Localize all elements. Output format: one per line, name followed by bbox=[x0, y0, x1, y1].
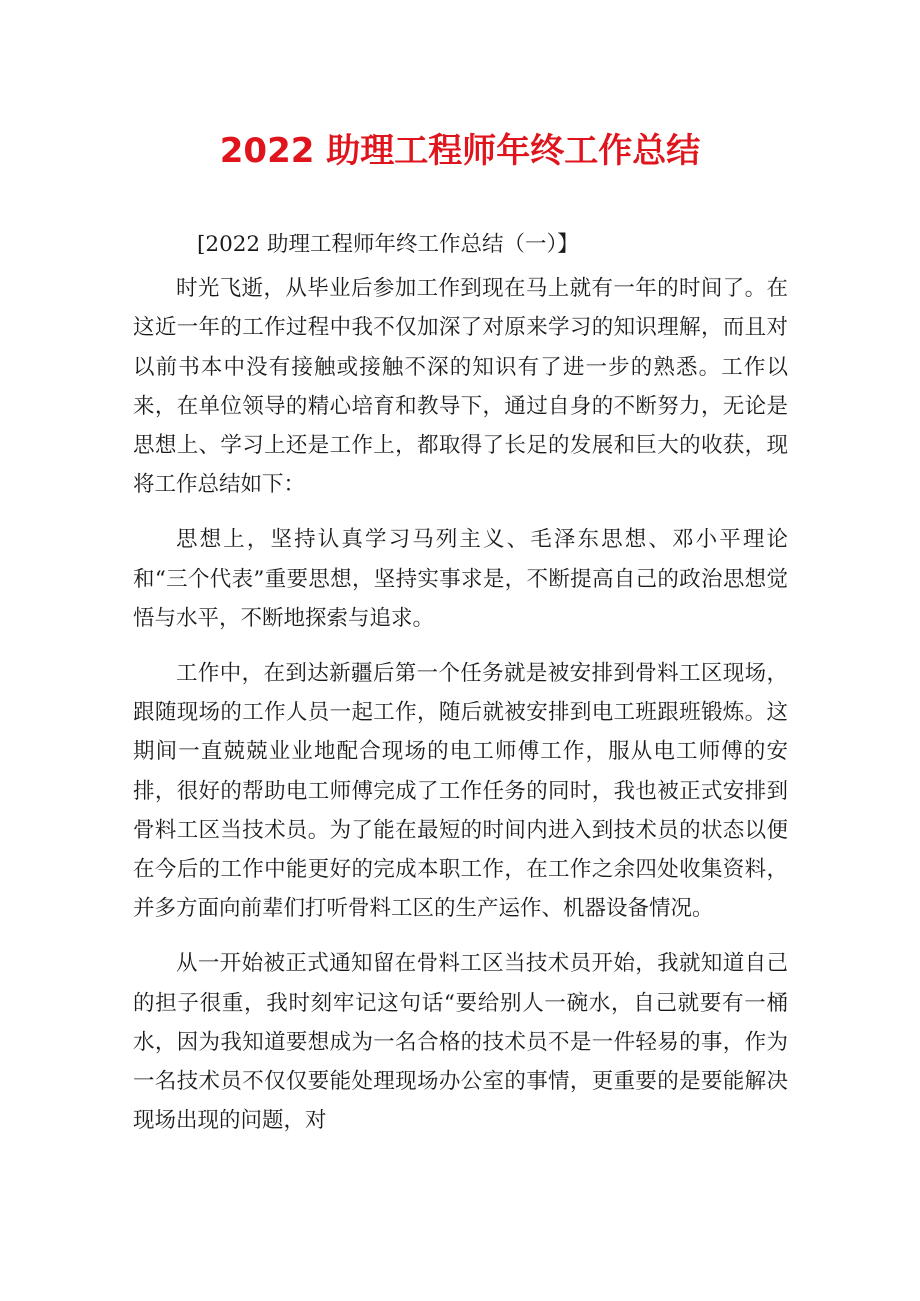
document-title: 2022 助理工程师年终工作总结 bbox=[219, 131, 701, 171]
document-body bbox=[133, 230, 788, 1141]
paragraph-ideology: 思想上，坚持认真学习马列主义、毛泽东思想、邓小平理论和“三个代表”重要思想，坚持实事求是，不断提高自己的政治思想觉悟与水平，不断地探索与追求。 bbox=[133, 527, 788, 631]
paragraph-technician: 从一开始被正式通知留在骨料工区当技术员开始，我就知道自己的担子很重，我时刻牢记这句话“要给别人一碗水，自己就要有一桶水，因为我知道要想成为一名合格的技术员不是一件轻易的事，作为一名技术员不仅仅要能处理现场办公室的事情，更重要的是要能解决现场出现的问题，对 bbox=[133, 951, 788, 1134]
paragraph-intro: 时光飞逝，从毕业后参加工作到现在马上就有一年的时间了。在这近一年的工作过程中我不仅加深了对原来学习的知识理解，而且对以前书本中没有接触或接触不深的知识有了进一步的熟悉。工作以来，在单位领导的精心培育和教导下，通过自身的不断努力，无论是思想上、学习上还是工作上，都取得了长足的发展和巨大的收获，现将工作总结如下： bbox=[133, 276, 788, 498]
section-label: [2022 助理工程师年终工作总结（一）】 bbox=[197, 232, 579, 257]
paragraph-work: 工作中，在到达新疆后第一个任务就是被安排到骨料工区现场，跟随现场的工作人员一起工作，随后就被安排到电工班跟班锻炼。这期间一直兢兢业业地配合现场的电工师傅工作，服从电工师傅的安排，很好的帮助电工师傅完成了工作任务的同时，我也被正式安排到骨料工区当技术员。为了能在最短的时间内进入到技术员的状态以便在今后的工作中能更好的完成本职工作，在工作之余四处收集资料，并多方面向前辈们打听骨料工区的生产运作、机器设备情况。 bbox=[133, 660, 788, 922]
